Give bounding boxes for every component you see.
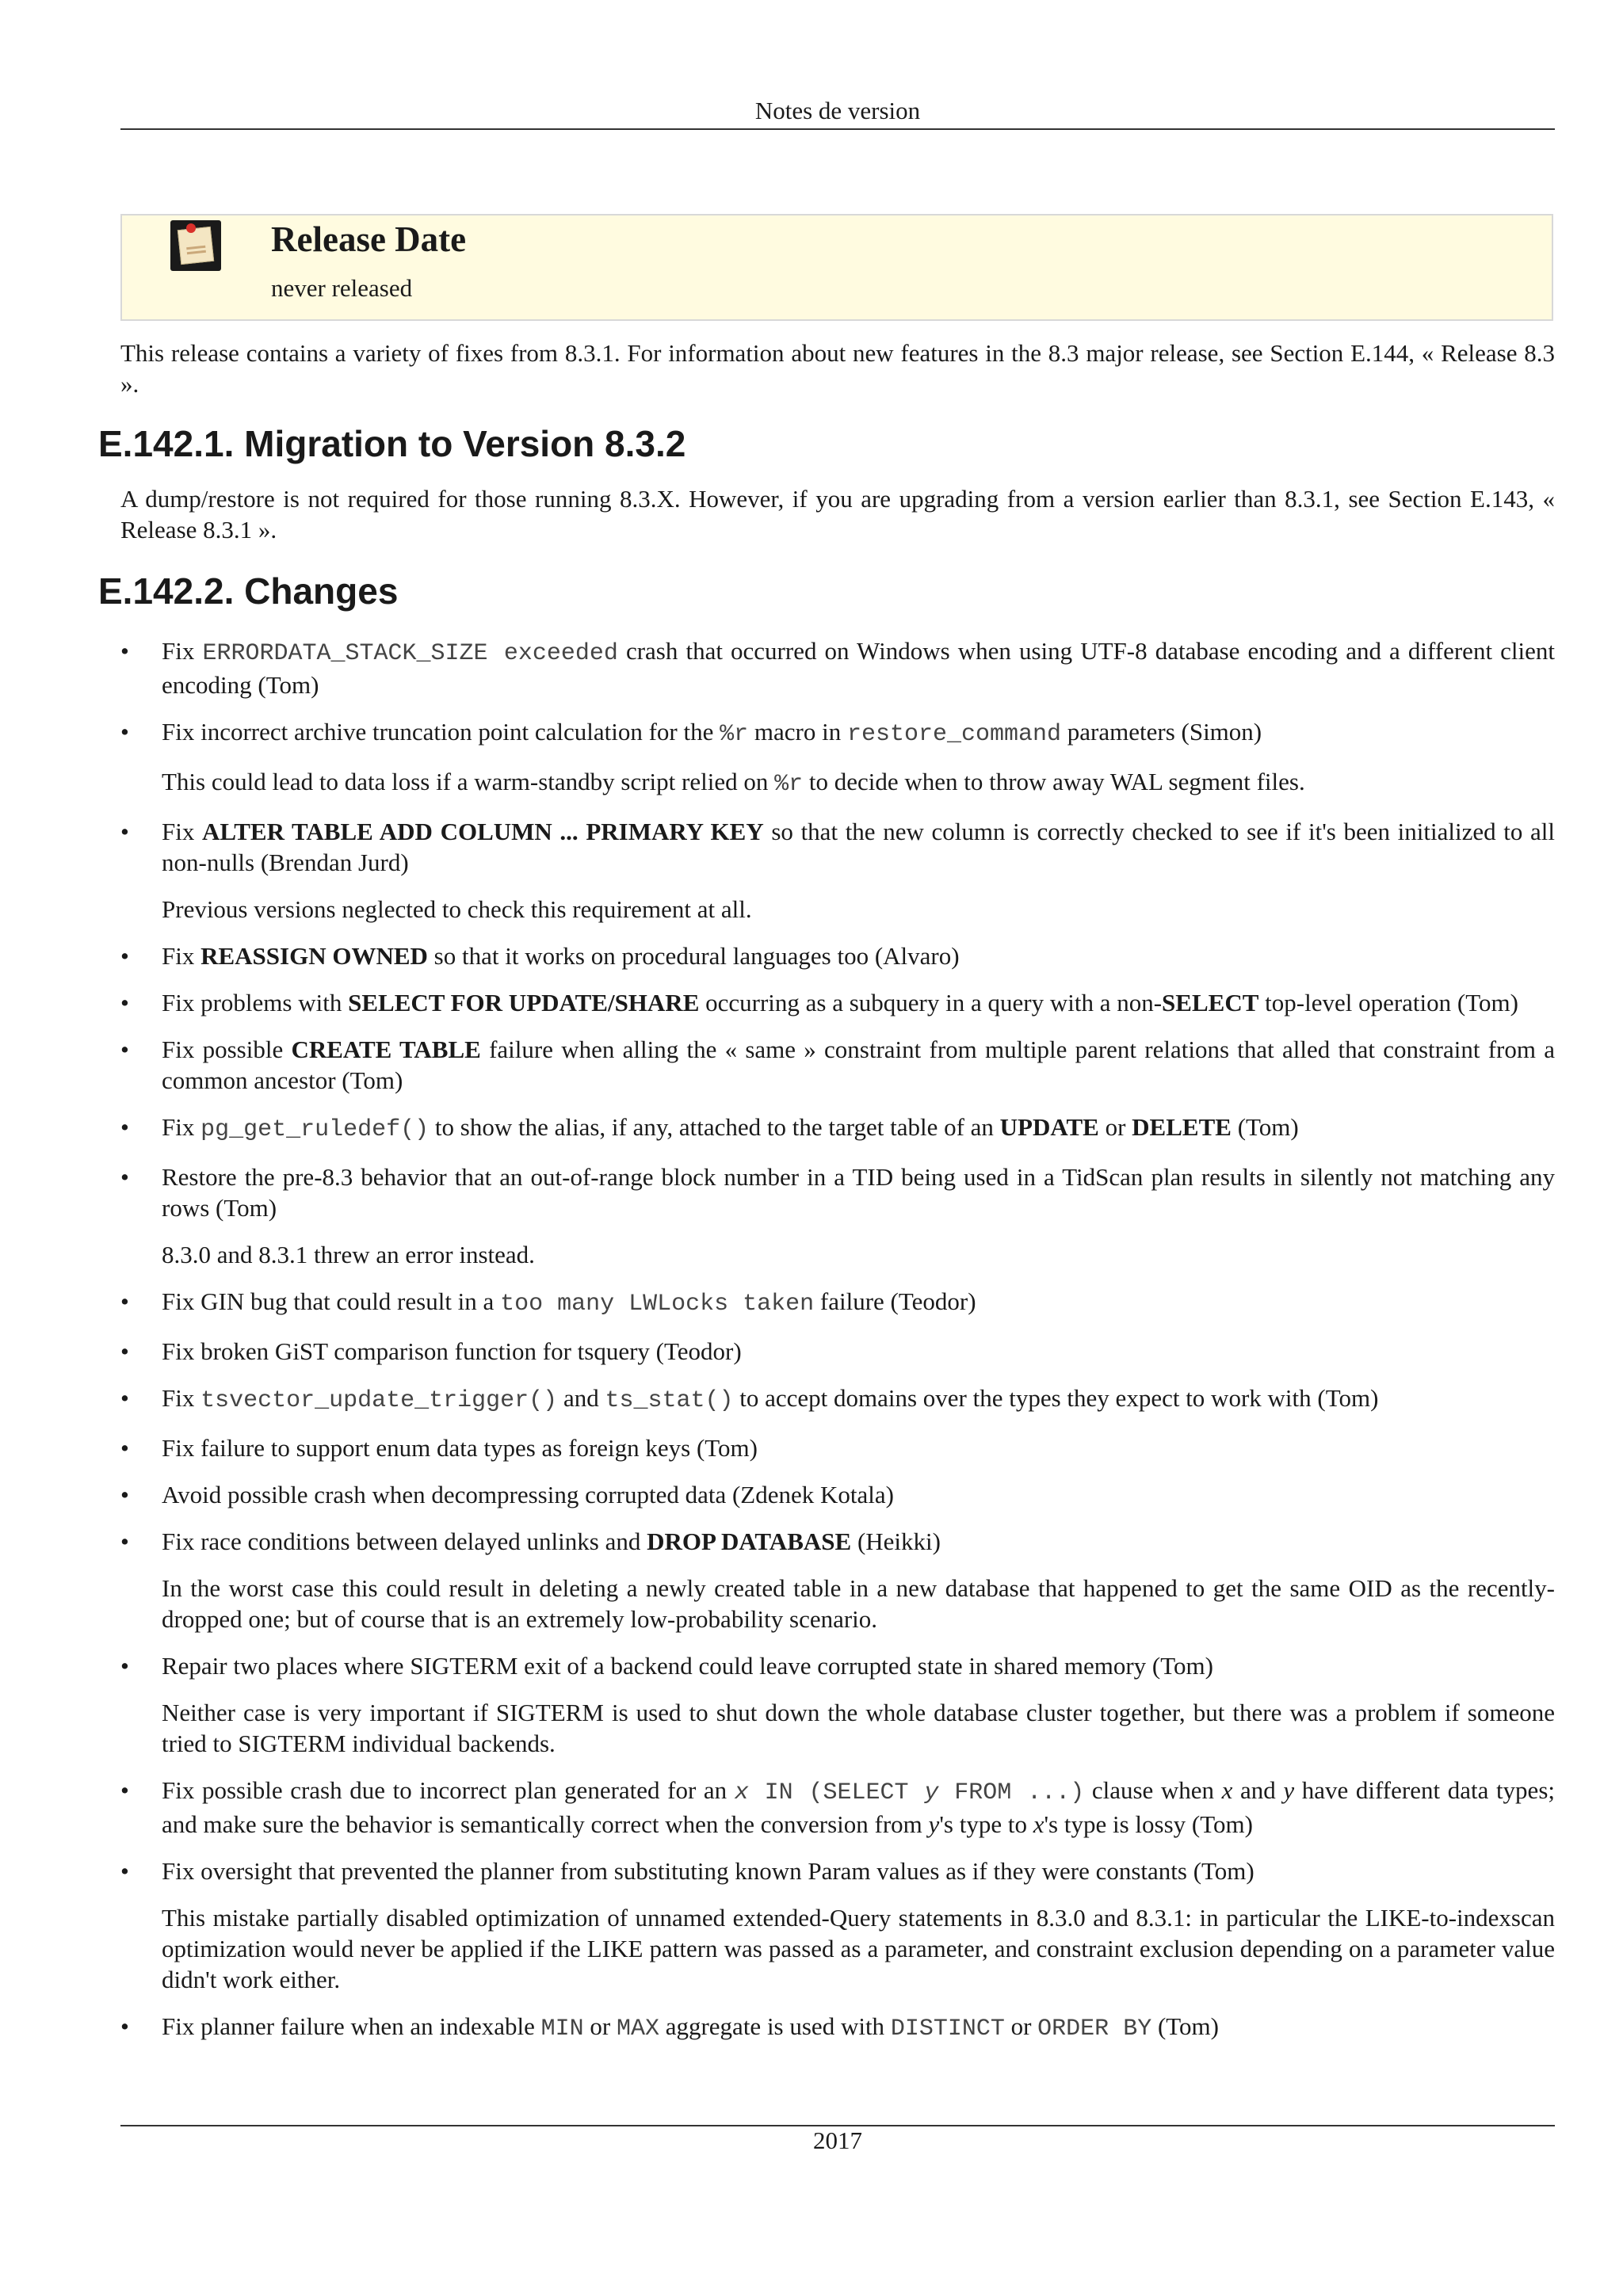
change-item	[120, 1432, 1555, 1463]
change-item-text: • Avoid possible crash when decompressing corrupted data (Zdenek Kotala)	[162, 1481, 894, 1508]
change-item-note: This mistake partially disabled optimization of unnamed extended-Query statements in 8.3.0 and 8.3.1: in particular the LIKE-to-indexscan optimization would never be applied if the LIKE pattern was passed as a parameter, and constraint exclusion depending on a parameter value didn't work either.	[162, 1904, 1555, 1993]
note-body: never released	[271, 274, 413, 302]
running-header: Notes de version	[754, 97, 921, 124]
change-item	[120, 1161, 1555, 1270]
change-item-note: This could lead to data loss if a warm-standby script relied on %r to decide when to throw away WAL segment files.	[162, 768, 1305, 798]
change-item-text: • Fix ALTER TABLE ADD COLUMN ... PRIMARY KEY so that the new column is correctly checked to see if it's been initialized to all non-nulls (Brendan Jurd)	[162, 818, 1555, 876]
change-item	[120, 1855, 1555, 1995]
change-item-text: • Fix pg_get_ruledef() to show the alias, if any, attached to the target table of an UPDATE or DELETE (Tom)	[162, 1113, 1299, 1143]
change-item	[120, 716, 1555, 800]
change-item-text: • Fix failure to support enum data types as foreign keys (Tom)	[162, 1434, 758, 1462]
change-item	[120, 1336, 1555, 1367]
change-item-text: • Fix ERRORDATA_STACK_SIZE exceeded crash that occurred on Windows when using UTF-8 database encoding and a different client encoding (Tom)	[162, 637, 1555, 699]
change-item-text: • Fix GIN bug that could result in a too many LWLocks taken failure (Teodor)	[162, 1287, 976, 1318]
change-item	[120, 1286, 1555, 1320]
change-item	[120, 1650, 1555, 1759]
change-item	[120, 635, 1555, 700]
page-number: 2017	[813, 2126, 862, 2154]
change-item-text: • Restore the pre-8.3 behavior that an out-of-range block number in a TID being used in a TidScan plan results in silently not matching any rows (Tom)	[162, 1163, 1555, 1222]
change-item	[120, 1034, 1555, 1096]
change-item	[120, 940, 1555, 971]
change-item	[120, 1775, 1555, 1840]
changes-list	[120, 635, 1555, 2061]
change-item-text: • Fix problems with SELECT FOR UPDATE/SHARE occurring as a subquery in a query with a non-SELECT top-level operation (Tom)	[162, 989, 1518, 1016]
note-icon	[170, 220, 221, 271]
intro-paragraph: This release contains a variety of fixes from 8.3.1. For information about new features in the 8.3 major release, see Section E.144, « Release 8.3 ».	[120, 339, 1555, 398]
change-item-text: • Fix race conditions between delayed unlinks and DROP DATABASE (Heikki)	[162, 1527, 941, 1555]
changes-heading: E.142.2. Changes	[98, 570, 399, 612]
change-item-text: • Fix tsvector_update_trigger() and ts_stat() to accept domains over the types they expect to work with (Tom)	[162, 1384, 1379, 1414]
change-item	[120, 2011, 1555, 2045]
change-item-text: • Fix possible CREATE TABLE failure when alling the « same » constraint from multiple parent relations that alled that constraint from a common ancestor (Tom)	[162, 1035, 1555, 1094]
change-item-text: • Fix REASSIGN OWNED so that it works on procedural languages too (Alvaro)	[162, 942, 960, 970]
change-item-text: • Fix broken GiST comparison function for tsquery (Teodor)	[162, 1337, 742, 1365]
change-item	[120, 1112, 1555, 1146]
change-item	[120, 1479, 1555, 1510]
change-item	[120, 1526, 1555, 1634]
change-item-text: • Repair two places where SIGTERM exit of a backend could leave corrupted state in shared memory (Tom)	[162, 1652, 1213, 1680]
change-item-note: Previous versions neglected to check this requirement at all.	[162, 895, 752, 923]
header-rule	[120, 128, 1555, 130]
change-item-note: In the worst case this could result in deleting a newly created table in a new database that happened to get the same OID as the recently-dropped one; but of course that is an extremely low-probability scenario.	[162, 1574, 1555, 1633]
change-item-text: • Fix possible crash due to incorrect plan generated for an x IN (SELECT y FROM ...) clause when x and y have different data types; and make sure the behavior is semantically correct when the conversion from y's type to x's type is lossy (Tom)	[162, 1776, 1555, 1838]
change-item	[120, 1383, 1555, 1417]
change-item-text: • Fix incorrect archive truncation point calculation for the %r macro in restore_command parameters (Simon)	[162, 718, 1262, 748]
change-item-note: 8.3.0 and 8.3.1 threw an error instead.	[162, 1241, 535, 1268]
migration-heading: E.142.1. Migration to Version 8.3.2	[98, 423, 686, 464]
note-title: Release Date	[271, 219, 467, 259]
change-item	[120, 987, 1555, 1018]
change-item-note: Neither case is very important if SIGTERM is used to shut down the whole database cluster together, but there was a problem if someone tried to SIGTERM individual backends.	[162, 1699, 1555, 1757]
change-item-text: • Fix planner failure when an indexable MIN or MAX aggregate is used with DISTINCT or ORDER BY (Tom)	[162, 2012, 1219, 2042]
migration-paragraph: A dump/restore is not required for those running 8.3.X. However, if you are upgrading from a version earlier than 8.3.1, see Section E.143, « Release 8.3.1 ».	[120, 485, 1555, 543]
release-date-note	[120, 214, 1553, 321]
change-item	[120, 816, 1555, 925]
change-item-text: • Fix oversight that prevented the planner from substituting known Param values as if they were constants (Tom)	[162, 1857, 1254, 1885]
